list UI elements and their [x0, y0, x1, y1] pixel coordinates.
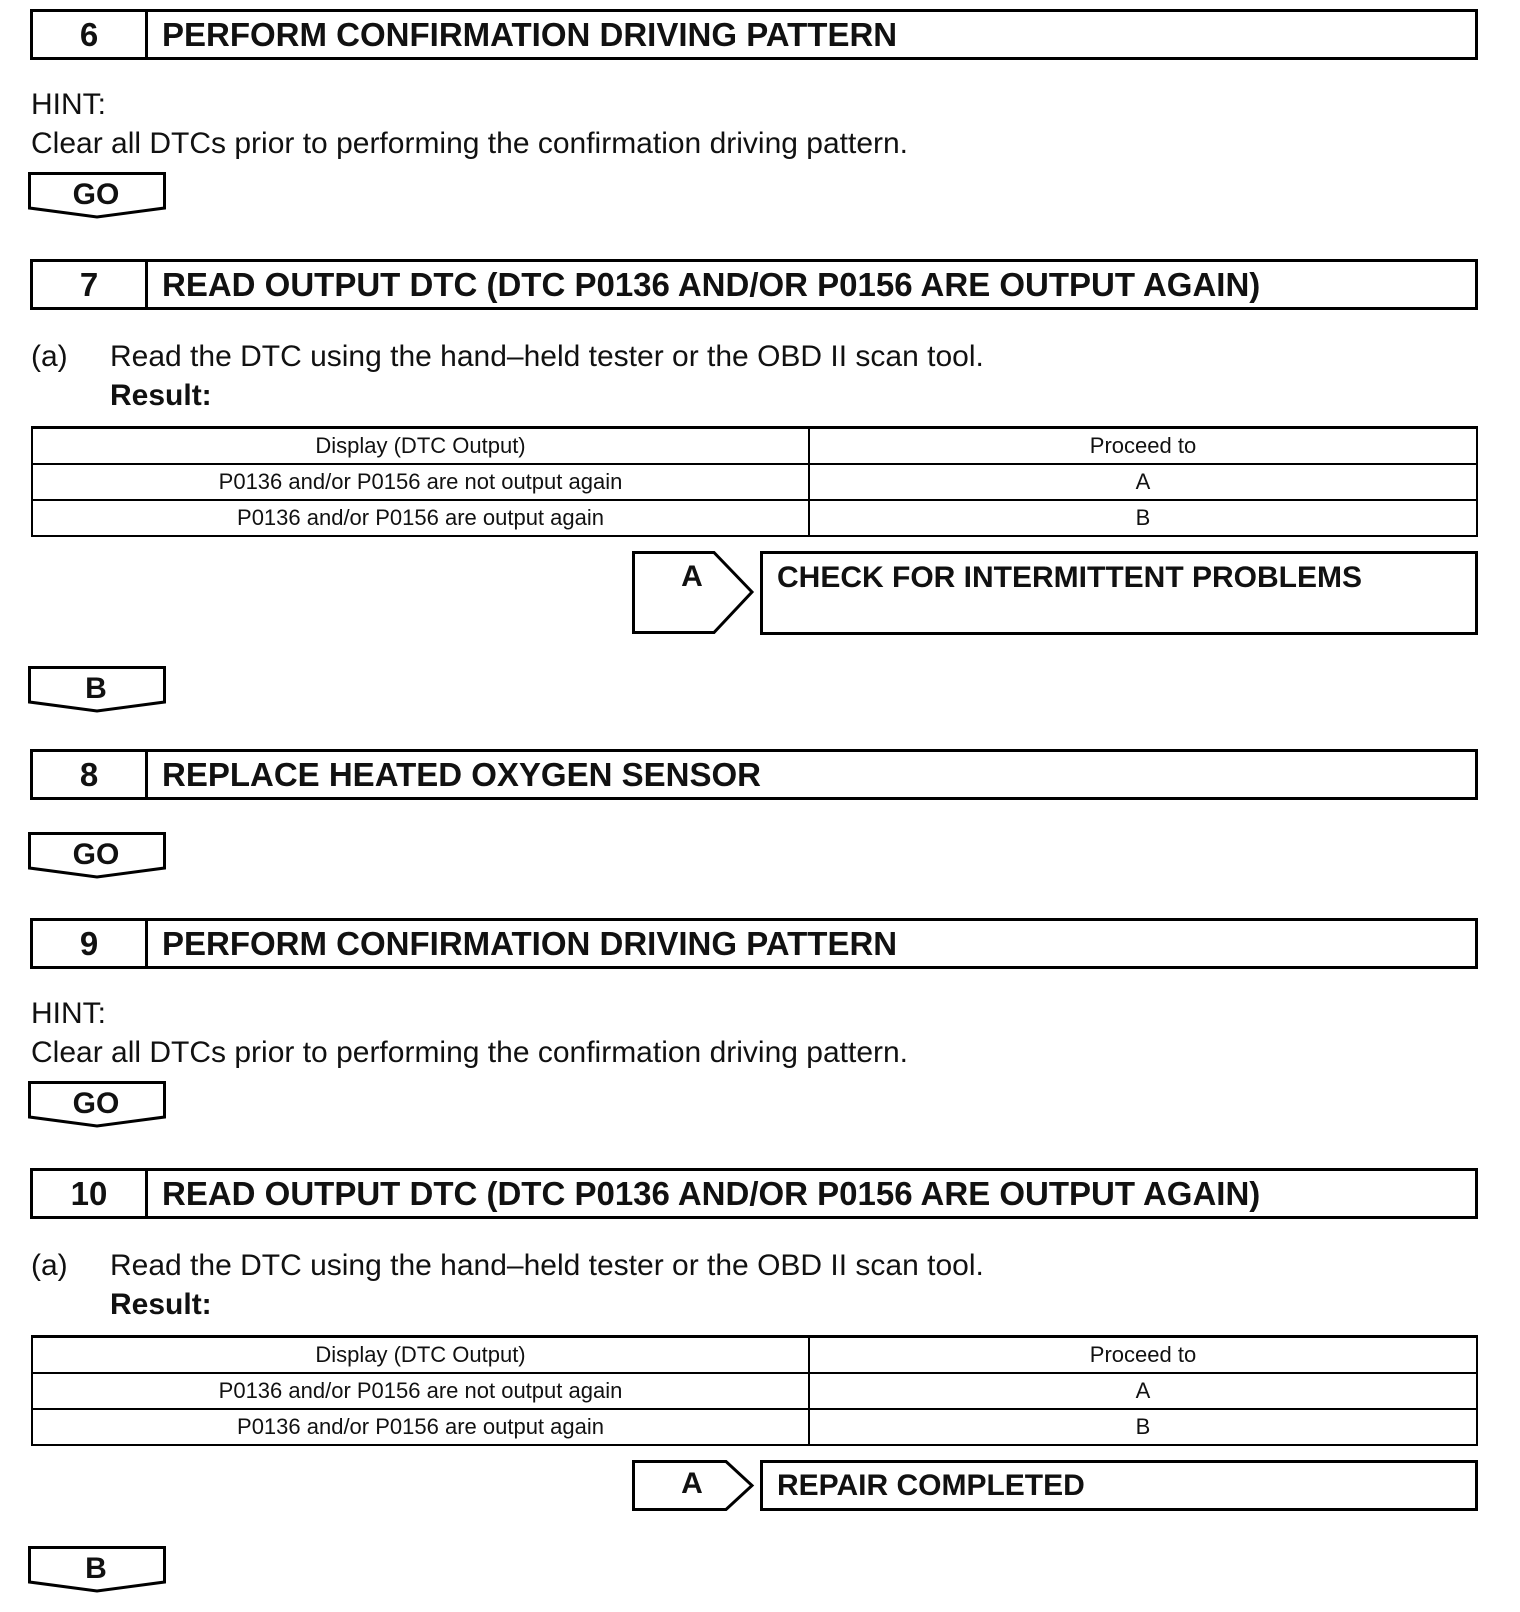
b-tag [28, 1546, 166, 1600]
table-header-cell: Display (DTC Output) [32, 428, 809, 465]
instruction-text: Read the DTC using the hand–held tester or the OBD II scan tool. [110, 340, 984, 373]
branch-label: A [681, 560, 703, 593]
result-table [31, 426, 1478, 537]
table-cell: A [809, 464, 1477, 500]
step-title: READ OUTPUT DTC (DTC P0136 AND/OR P0156 ARE OUTPUT AGAIN) [162, 265, 1261, 303]
result-label: Result: [110, 379, 212, 412]
result-table [31, 1335, 1478, 1446]
step-title: PERFORM CONFIRMATION DRIVING PATTERN [162, 15, 898, 53]
hint-label: HINT: [31, 997, 106, 1030]
go-tag [28, 172, 166, 226]
table-cell: A [809, 1373, 1477, 1409]
table-header-cell: Display (DTC Output) [32, 1337, 809, 1374]
go-tag-label: GO [72, 178, 120, 211]
table-row [32, 1409, 1477, 1445]
branch-a-repair-completed [632, 1460, 1478, 1511]
step-number: 10 [33, 1171, 148, 1216]
branch-result-text: CHECK FOR INTERMITTENT PROBLEMS [760, 551, 1478, 635]
table-row [32, 500, 1477, 536]
step-number: 6 [33, 12, 148, 57]
branch-result-text: REPAIR COMPLETED [760, 1460, 1478, 1511]
table-cell: P0136 and/or P0156 are output again [32, 500, 809, 536]
go-tag-label: GO [72, 1087, 120, 1120]
branch-a-intermittent [632, 551, 1478, 635]
step-10-header [30, 1168, 1478, 1219]
instruction-marker: (a) [31, 340, 68, 373]
instruction-text: Read the DTC using the hand–held tester or the OBD II scan tool. [110, 1249, 984, 1282]
b-tag-label: B [85, 1552, 107, 1585]
step-number: 8 [33, 752, 148, 797]
step-8-header [30, 749, 1478, 800]
step-title: READ OUTPUT DTC (DTC P0136 AND/OR P0156 ARE OUTPUT AGAIN) [162, 1174, 1261, 1212]
table-cell: P0136 and/or P0156 are not output again [32, 464, 809, 500]
table-header-row [32, 1337, 1477, 1374]
b-tag [28, 666, 166, 720]
hint-label: HINT: [31, 88, 106, 121]
instruction-marker: (a) [31, 1249, 68, 1282]
step-6-header [30, 9, 1478, 60]
go-tag [28, 1081, 166, 1135]
step-number: 9 [33, 921, 148, 966]
table-cell: B [809, 500, 1477, 536]
step-title: PERFORM CONFIRMATION DRIVING PATTERN [162, 924, 898, 962]
table-cell: P0136 and/or P0156 are not output again [32, 1373, 809, 1409]
table-row [32, 1373, 1477, 1409]
hint-text: Clear all DTCs prior to performing the confirmation driving pattern. [31, 127, 909, 160]
step-number: 7 [33, 262, 148, 307]
b-tag-label: B [85, 672, 107, 705]
table-header-row [32, 428, 1477, 465]
branch-label: A [681, 1467, 703, 1500]
step-9-header [30, 918, 1478, 969]
step-title: REPLACE HEATED OXYGEN SENSOR [162, 755, 761, 793]
result-label: Result: [110, 1288, 212, 1321]
table-cell: B [809, 1409, 1477, 1445]
go-tag-label: GO [72, 838, 120, 871]
go-tag [28, 832, 166, 886]
table-header-cell: Proceed to [809, 428, 1477, 465]
hint-text: Clear all DTCs prior to performing the confirmation driving pattern. [31, 1036, 909, 1069]
step-7-header [30, 259, 1478, 310]
table-header-cell: Proceed to [809, 1337, 1477, 1374]
table-cell: P0136 and/or P0156 are output again [32, 1409, 809, 1445]
table-row [32, 464, 1477, 500]
